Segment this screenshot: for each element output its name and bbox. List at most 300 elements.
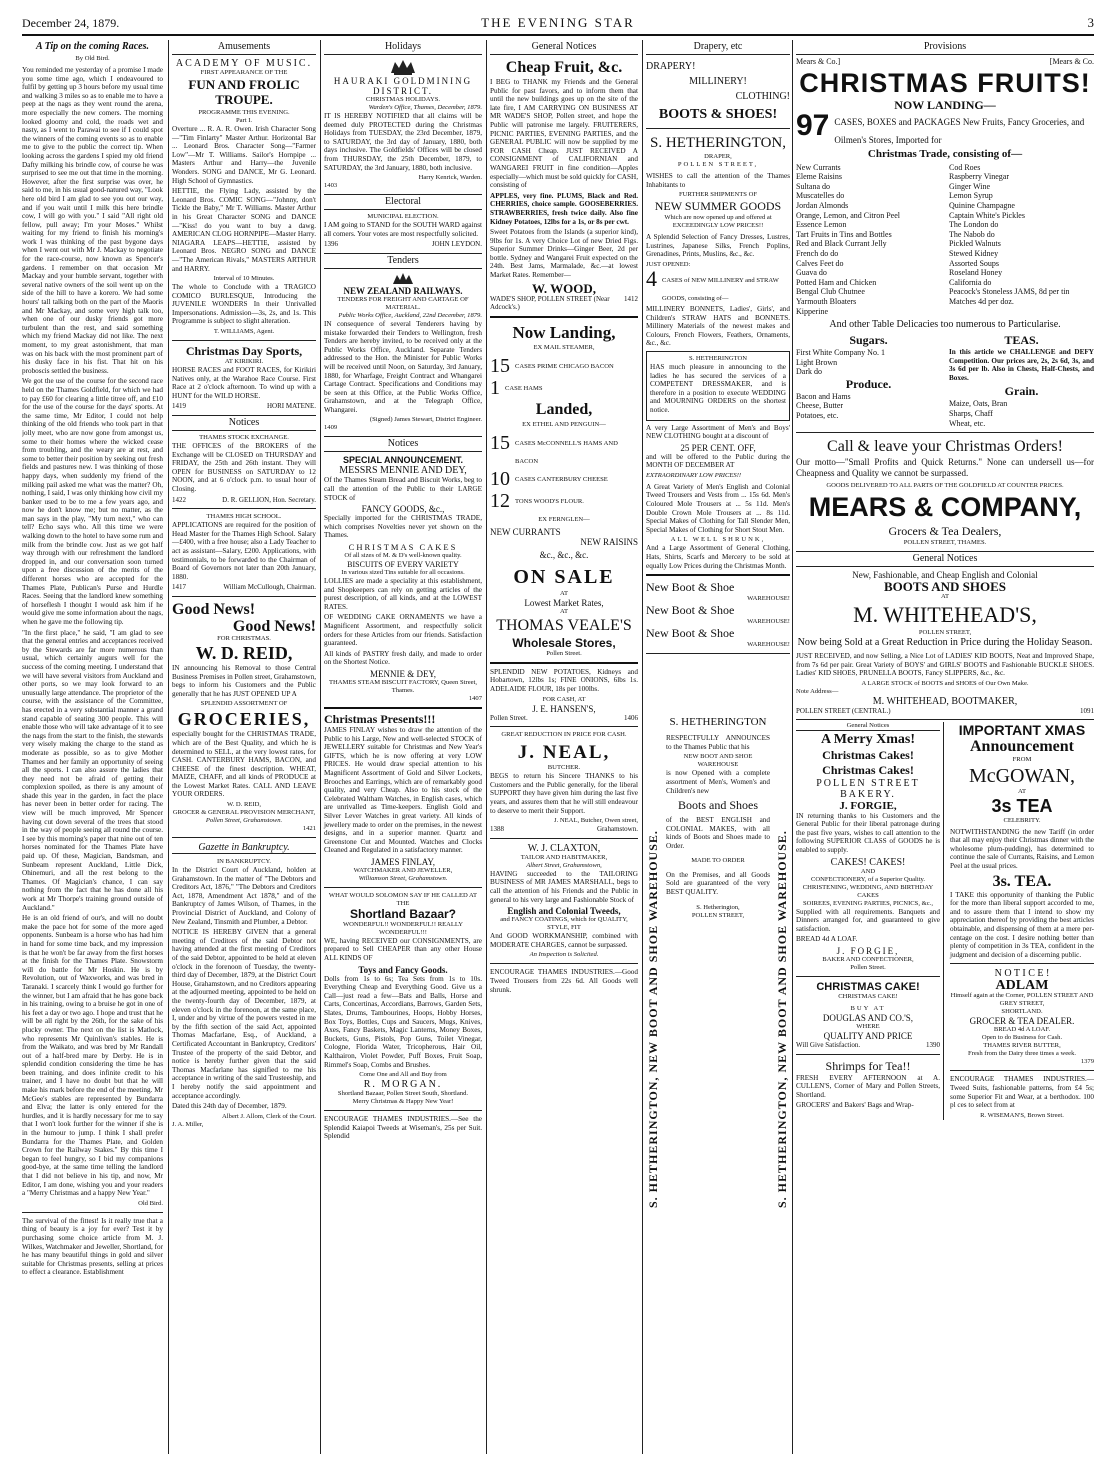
ad-address: Pollen Street. [490,713,528,722]
ad-heading: MILLINERY! [689,76,747,87]
ad-signature: JOHN LEYDON. [431,240,482,249]
ad-title: W. J. CLAXTON, [527,842,601,854]
ad-subheading: Grain. [1004,384,1039,399]
ad-text: Of all sizes of M. & D's well-known quality. [344,552,462,560]
ad-text: ENCOURAGE THAMES INDUSTRIES.—Good Tweed Trousers from 22s 6d. All Goods well shrunk. [490,968,638,994]
section-header: Notices [324,436,482,452]
ad-subheading: CAKES! CAKES! [830,856,906,868]
ad-address: Grahamstown. [596,825,638,834]
ad-address: POLLEN STREET (CENTRAL.) [796,707,891,716]
ad-text: WHERE [856,1022,880,1030]
list-item: Maize, Oats, Bran [949,399,1008,409]
section-header: Notices [172,415,316,431]
ad-signature: W. D. REID, [226,801,261,809]
ad-number: 1419 [172,402,186,411]
ad-title: Shrimps for Tea!! [825,1058,911,1073]
list-item: First White Company No. 1 [796,348,885,358]
ad-title: McGOWAN, [968,764,1076,787]
ad-signature: Harry Kenrick, Warden. [418,174,482,182]
list-item: The London do [949,220,999,230]
ad-text: THAMES RIVER BUTTER, [983,1042,1061,1050]
ad-title: S. HETHERINGTON, [650,135,786,151]
ad-text: Come One and All and Buy from [359,1071,447,1079]
ad-text: AND [860,867,876,875]
ad-subheading: GROCER & TEA DEALER. [969,1016,1075,1027]
list-item: Roseland Honey [949,268,1003,278]
ad-address: Williamson Street, Grahamstown. [358,874,448,882]
ad-text: A very Large Assortment of Men's and Boys' NEW CLOTHING bought at a discount of [646,423,790,441]
ad-text: Now being Sold at a Great Reduction in Price during the Holiday Season. [797,637,1093,649]
crest-icon [324,58,482,76]
section-header: Electoral [324,194,482,210]
ad-text: A LARGE STOCK of BOOTS and SHOES of Our Own Make. [861,680,1029,688]
ad-title: MESSRS MENNIE AND DEY, [339,465,467,477]
ad-number: 1379 [1080,1058,1094,1066]
ad-title: New Boot & Shoe [646,603,735,618]
list-item: Quinine Champagne [949,200,1015,210]
article-paragraph: You reminded me yesterday of a promise I made you some time ago, which I endeavoured to fulfil by getting up 3 hours before my usual time and walking 3 miles so as to enable me to have a peep at the nags as they went round the arena, more especially the new comers. The morning looked gloomy and cold, the roads wet and nasty, as I went to Parawai to see if I could spot the winners of the coming events so as to enable me to give to the public the correct tip. When looking across the gardens I spied my old friend Dafty milking his brindle cow, of course he was surprised to see me out that time in the morning. However, after the first surprise was over, he said to me, in his usual good-natured way, "Look here old bird I am glad to see you out our way, and if you wait until I milk this here brindle cow, I will go with you." I said "All right old fellow, pull away; I'm your Moses." Whilst waiting for my friend to finish his morning's work I was thinking of the past bygone days when I went out with Mr J. Mackay to negotiate for the race-course, now known as Spencer's gardens. I remember on that occasion Mr Mackay and your humble servant, together with several native owners of the soil went up on the side of the hill to have a korero. We had some hours' tall talking both on the part of the Maoris and Mr Mackay, and some very high talk too, when one of our dusky friends got more turbulent than the rest, and said something which my friend Mackay did not like. The next moment, to my great astonishment, that man was on his back with the most prominent part of his dusky face in his fist. That hit on his proboscis settled the business. [22,66,163,375]
ad-heading: POLLEN STREET BAKERY. [816,777,920,800]
ad-subheading: TEAS. [1004,333,1039,348]
ad-heading: DRAPERY! [646,61,696,72]
ad-text: An Inspection is Solicited. [529,951,599,959]
ad-text: HORSE RACES and FOOT RACES, for Kirikiri Natives only, at the Warahoe Race Course. First Race at 2 o'clock afternoon. To wind up with a HUNT for the WILD HORSE. [172,366,316,400]
list-item: Light Brown [796,357,838,367]
page-number: 3 [1087,15,1094,30]
list-item: Essence Lemon [796,220,847,230]
list-item: New Currants [796,162,841,172]
ad-number: 1422 [172,495,186,504]
ad-subheading: Produce. [845,376,892,391]
ad-text: NOTWITHSTANDING the new Tariff (in order that all may enjoy their Christmas dinner with the wholesome plum-pudding), has determined to continue the sale of Currants, Raisins, and Lemon Peel at the usual prices. [950,827,1094,870]
ad-title: A Merry Xmas! [820,731,916,747]
ad-text: AT [559,607,569,615]
ad-subheading: CHRISTMAS HOLIDAYS. [365,96,441,103]
ad-title: Good News! [232,617,316,635]
list-item: 4 CASES of NEW MILLINERY and STRAW GOODS, consisting of— [646,265,779,302]
produce-list [796,392,941,421]
ad-text: WE, having RECEIVED our CONSIGNMENTS, are prepared to Sell CHEAPER than any other House ALL KINDS OF [324,936,482,963]
bakery-column [796,722,944,1120]
ad-text: Fresh from the Dairy three times a week. [967,1050,1077,1058]
ad-subheading: WAREHOUSE! [747,595,790,603]
list-item: Dark do [796,367,822,377]
ad-title: BOOTS & SHOES! [658,107,778,122]
list-item: Captain White's Pickles [949,210,1025,220]
product-sections [796,333,1094,428]
ad-address: Pollen Street, Grahamstown. [205,817,283,825]
ad-text: Dolls from 1s to 6s; Tea Sets from 1s to 10s. Everything Cheap and Everything Good. Give us a Call—just read a few—Bats and Balls, Horse and Carts, Concertinas, Accordians, Barrows, Garden Sets, Slates, Drums, Tambourines, Hoops, Hobby Horses, Box Toys, Bottles, Cups and Saucers, Mugs, Knives, Axes, Fancy Baskets, Magic Lanterns, Money Boxes, Buckets, Guns, Pistols, Pop Guns, Toilet Vinegar, Cologne, Florida Water, Tricopherous, Hair Oil, Kalthairon, Violet Powder, Puff Boxes, Fruit Soap, Rimmel's Soap, Combs and Brushes. [324,974,482,1069]
section-header: Holidays [324,40,482,55]
ad-text: HAVING succeeded to the TAILORING BUSINESS of MR JAMES MARSHALL, begs to call the attention of his Friends and the Public in general to his very large and Fashionable Stock of [490,869,638,904]
ad-signature: (Signed) James Stewart, District Engineer. [369,416,482,424]
ad-subheading: Grocers & Tea Dealers, [888,524,1002,539]
ad-title: MEARS & COMPANY, [808,492,1082,523]
list-item: 1 CASE HAMS [490,376,543,399]
ad-heading: MUNICIPAL ELECTION. [367,213,439,221]
ad-title: CHRISTMAS CAKE! [816,980,920,993]
ad-heading: THAMES HIGH SCHOOL. [206,513,282,521]
ad-text: IN announcing his Removal to those Central Business Premises in Pollen street, Grahamstown, begs to inform his Customers and the Public generally that he has JUST OPENED UP A [172,663,316,698]
ad-number: 1406 [624,713,638,722]
list-item: Cod Roes [949,162,981,172]
ad-title: M. WHITEHEAD'S, [853,602,1037,628]
list-item: Calves Feet do [796,258,844,268]
list-item: Jordan Almonds [796,200,849,210]
ad-title: BOOTS AND SHOES [883,579,1007,595]
ad-text: especially bought for the CHRISTMAS TRADE, which are of the Best Quality, and which he is determined to SELL, at the very lowest rates, for CASH. CANTERBURY HAMS, BACON, and CHEESE of the finest description. WHEAT, MAIZE, CHAFF, and all kinds of PRODUCE at the Lowest Market Rates. CALL AND LEAVE YOUR ORDERS. [172,730,316,799]
grocer-column [950,722,1094,1120]
ad-subheading: TENDERS FOR FREIGHT AND CARTAGE OF MATERIAL. [337,295,469,311]
ad-title: W. D. REID, [195,642,293,663]
ad-text: 97 CASES, BOXES and PACKAGES New Fruits, Fancy Groceries, and Oilmen's Stores, Imported for [796,108,1085,145]
ad-number: 1403 [324,182,338,190]
list-item: Cheese, Butter [796,401,844,411]
ad-text: NEW CURRANTS [490,526,561,537]
ad-title: Christmas Day Sports, [185,344,303,359]
ad-text: IN returning thanks to his Customers and the General Public for their liberal patronage during the past five years, wishes to call attention to the following SUPERIOR CLASS of GOODS he is enabled to supply. [796,811,940,854]
list-item: Red and Black Currant Jelly [796,239,887,249]
list-item: Raspberry Vinegar [949,172,1010,182]
ad-title: Announcement [969,737,1074,755]
paper-title: THE EVENING STAR [481,15,635,30]
ad-text: A Great Variety of Men's English and Colonial Tweed Trousers and Vests from ... 15s 6d. Men's Coloured Mole Trousers at ... 5s 11d. Men's Double Crown Mole Trousers at ... 8s 11d. Special Makes of Clothing for Tall Slender Men, Special Makes of Clothing for Short Stout Men. [646,482,790,534]
ad-signature: Albert J. Allom, Clerk of the Court. [222,1112,316,1120]
list-item: 15 CASES McCONNELL'S HAMS AND BACON [490,431,618,465]
ad-text: Open to do Business for Cash. [981,1034,1063,1042]
section-header: General Notices [796,551,1094,567]
ad-heading: S. HETHERINGTON [688,354,748,362]
ad-text: LOLLIES are made a speciality at this establishment, and Shopkeepers can rely on getting articles of the purest description, of all kinds, and at the LOWEST RATES. [324,577,482,611]
ad-subheading: TAILOR AND HABITMAKER, [520,853,608,861]
ad-text: CONFECTIONERY, of a Superior Quality. [810,875,926,883]
ad-heading: ACADEMY OF MUSIC. [175,58,313,69]
ad-title: ON SALE [513,565,615,588]
ad-address: Albert Street, Grahamstown, [526,861,602,869]
ad-address: POLLEN STREET, THAMES. [903,539,987,547]
ad-number: 1412 [624,294,638,303]
vertical-banner: S. HETHERINGTON, NEW BOOT AND SHOE WAREHOUSE. [775,830,789,1209]
ad-address: Public Works Office, Auckland, 22nd December, 1879. [338,311,482,319]
ad-text: BREAD 4d A LOAF. [796,935,858,944]
ad-subheading: EX MAIL STEAMER, [533,343,595,351]
sugar-list [796,348,941,377]
ad-signature: R. MORGAN. [363,1079,443,1091]
ad-address: Shortland Bazaar, Pollen Street South, Shortland. [337,1090,469,1098]
ad-text: WISHES to call the attention of the Thames Inhabitants to [646,172,790,189]
boot-warehouse-ad [646,658,790,1218]
ad-text: of the BEST ENGLISH and COLONIAL MAKES, with all kinds of Boots and Shoes made to Order. [666,816,770,850]
ad-text: And GOOD WORKMANSHIP, combined with MODERATE CHARGES, cannot be surpassed. [490,932,638,949]
ad-heading: THAMES STOCK EXCHANGE. [199,434,289,442]
list-item: Yarmouth Bloaters [796,296,857,306]
ad-title: Boots and Shoes [677,798,758,813]
ad-subheading: SPLENDID ASSORTMENT OF [200,700,288,708]
ad-address: POLLEN STREET, [691,912,745,920]
ad-title: Good News! [172,600,256,618]
ad-subheading: Interval of 10 Minutes. [213,275,275,283]
list-item: Tart Fruits in Tins and Bottles [796,229,892,239]
crest-icon [324,272,482,286]
ad-number: 1091 [1080,707,1094,716]
ad-text: I AM going to STAND for the SOUTH WARD against all comers. Your votes are most respectfully solicited. [324,221,482,238]
section-header: Amusements [172,40,316,55]
ad-subheading: AT KIRIKIRI. [224,358,264,366]
ad-text: IN consequence of several Tenderers having by mistake forwarded their Tenders to Wellington, fresh Tenders are hereby invited, to be received only at the Public Works Office, Auckland. Separate Tenders addressed to the Hon. the Minister for Public Works will be received until Noon, on Saturday, 3rd January, 1880, for Wharfage, Freight Contract and Whangarei Cartage Contract. Specifications and Conditions may be seen at this Office, at the Public Works Office, Grahamstown, and at the Telegraph Office, Whangarei. [324,319,482,414]
ad-text: &c., &c., &c. [539,549,589,560]
section-header: Tenders [324,253,482,269]
ad-subheading: WAREHOUSE! [747,618,790,626]
list-item: Assorted Soups [949,258,1000,268]
list-item: 10 CASES CANTERBURY CHEESE [490,467,608,490]
ad-subheading: Part I. [235,117,253,124]
ad-text: FRESH EVERY AFTERNOON at A. CULLEN'S, Corner of Mary and Pollen Streets, Shortland. [796,1073,940,1099]
article-title: A Tip on the coming Races. [36,41,149,52]
ad-text: Dated this 24th day of December, 1879. [172,1102,287,1111]
list-item: Muscatelles do [796,191,845,201]
ad-signature: J. E. HANSEN'S, [532,703,596,714]
ad-text: I BEG to THANK my Friends and the General Public for past favors, and to inform them that until the new buildings goes up on the site of the late fire, I AM CARRYING ON BUSINESS AT MR WADE'S SHOP, Pollen street, and hope the Public will patronise me largely. FRUITERERS, PICNIC PARTIES, EVENING PARTIES, and the GENERAL PUBLIC will now be supplied by me FOR CASH Cheap. JUST RECEIVED A CONSIGNMENT of CALIFORNIAN and WANGAREI FRUIT in fine condition—Apples especially—which must be sold quickly for CASH, consisting of [490,78,638,190]
ad-text: Merry Christmas & Happy New Year! [352,1098,454,1106]
ad-title: 3s TEA [991,795,1053,816]
ad-title: NEW SUMMER GOODS [654,199,782,214]
list-item: Sharps, Chaff [949,409,993,419]
ad-text: BREAD 4d A LOAF. [993,1026,1051,1034]
list-item: Bengal Club Chutnee [796,287,865,297]
ad-text: MILLINERY BONNETS, Ladies', Girls', and Children's STRAW HATS and BONNETS. Millinery Materials of the newest makes and Colours, French Flowers, Feathers, Ornaments, &c., &c. [646,304,790,348]
list-item: Guava do [796,268,827,278]
ad-title: ADLAM [995,978,1049,994]
ad-subheading: DRAPER, [704,153,732,160]
ad-text: Which are now opened up and offered at EXCEEDINGLY LOW PRICES!! [664,214,772,230]
ad-signature: J. A. Miller, [172,1120,204,1128]
ad-text: In this article we CHALLENGE and DEFY Competition. Our prices are, 2s, 2s 6d, 3s, and 3s 6d per lb. Also in Chests, Half-Chests, and Boxes. [949,348,1094,382]
ad-subheading: Christmas Trade, consisting of— [867,147,1023,160]
ad-text: and FANCY COATINGS, which for QUALITY, STYLE, FIT [500,916,628,932]
column-2 [168,40,316,1454]
ad-signature: BAKER AND CONFECTIONER, [822,955,914,963]
bottom-ads [796,719,1094,1120]
section-header: General Notices [490,40,638,55]
article-paragraph: "In the first place," he said, "I am glad to see that the general entries and acceptances received by the Stewards are far more numerous than usual, which certainly augurs well for the success of the coming meeting. I understand that we will have several visitors from Auckland and other ports, so we may look forward to an unusually large attendance. The proprietor of the course, with the assistance of the Committee, has erected in a very substantial manner a grand stand capable of seating 300 people. This will enable those who will take advantage of it to see the nags from the start to the finish, the stewards very wisely making the charge to the stand as moderate as possible, so as to give Mother Thames and her family an opportunity of seeing all the sports. I can also assure the ladies that they need not be afraid of getting their complexion spoiled, as there is any amount of shade this year in the garden, in fact the place has never been in better order for racing. The view will be much improved, Mr Spencer having cut down several of the trees that stood in the way of people seeing all round the course. I see by this morning's paper that nine out of ten horses nominated for the Thames Plate have paid up. Of these, Magician, Bandsman, and Sunbeam represent Auckland, Little Dick, Ohinemuri, and all the rest belong to the Thames. Of Magician's chance, I can say nothing from the fact that he has done all his work at Mr Thorpe's training ground outside of Auckland." [22,628,163,912]
product-list-right [949,163,1094,317]
column-6 [792,40,1094,1454]
ad-signature: JAMES FINLAY, [370,856,436,867]
ad-text: NOTICE IS HEREBY GIVEN that a general meeting of Creditors of the said Debtor not having attended at the first meeting of Creditors of the said Debtor, appointed to be held at eleven o'clock in the forenoon of Tuesday, the twenty-third day of December, 1879, at the District Court House, Grahamstown, and no Creditors appearing at the adjourned meeting, appointed to be held on the twenty-fourth day of December, 1879, at eleven o'clock in the forenoon, at the same place, I, under and by virtue of the powers vested in me by the fifth section of the said Act, appointed Thomas Macfarlane, Esq., of Auckland, a Certificated Accountant in Bankruptcy, Creditors' Trustee of the property of the said Debtor, and notice is hereby further given that the said Thomas Macfarlane has signified to me his acceptance in writing of the said Trusteeship, and I hereby notify the said appointment and acceptance accordingly. [172,928,316,1100]
ad-signature: S. Hetherington, [696,904,740,912]
ad-number: 1390 [926,1040,940,1049]
ad-text: CHRISTENING, WEDDING, AND BIRTHDAY CAKES [802,883,934,899]
list-item: Potted Ham and Chicken [796,277,877,287]
ad-subheading: CHRISTMAS CAKES [348,542,458,553]
ad-text: NEW RAISINS [580,536,638,547]
ad-title: Cheap Fruit, &c. [505,59,623,76]
ad-address: R. WISEMAN'S, Brown Street. [980,1111,1064,1119]
ad-subheading: Wholesale Stores, [512,635,616,650]
ad-text: Sweet Potatoes from the Islands (a superior kind), 9lbs for 1s. A very Choice Lot of new Dried Figs. Superior Summer Drinks—Ginger Beer, 2d per bottle. Sydney and Wangarei Fruit expected on the 24th. Best Jams, Marmalade, &c.—at lowest Market Rates. Remember— [490,228,638,280]
ad-subheading: Sugars. [849,333,888,348]
ad-subheading: English and Colonial Tweeds, [507,906,621,917]
ad-text: ENCOURAGE THAMES INDUSTRIES.—Tweed Suits, fashionable patterns, from £4 5s; some Superior Fit and Wear, at a berthodox. 100 pl ces to select from at [950,1075,1094,1110]
ad-address: Pollen Street. [546,649,582,657]
section-header: Drapery, etc [646,40,790,55]
ad-text: AT [940,593,950,601]
ad-title: Christmas Cakes! [822,762,914,777]
ad-address: WADE'S SHOP, POLLEN STREET (Near Adcock's.) [490,294,610,312]
ad-subheading: EX FERNGLEN— [538,515,590,523]
ad-text: BEGS to return his Sincere THANKS to his Customers and the Public generally, for the liberal SUPPORT they have given him during the last five years, and assures them that he will still endeavour to deserve to merit their Support. [490,772,638,815]
list-item: Matches 4d per doz. [949,296,1014,306]
ad-title: J. FORGIE, [839,799,897,812]
ad-text: APPLES, very fine. PLUMS, Black and Red. CHERRIES, choice sample. GOOSEBERRIES. STRAWBERRIES, fresh twice daily. Also fine Kidney Potatoes, 12lbs for a 1s, or 8s per cwt. [490,191,638,226]
ad-title: Christmas Cakes! [822,747,914,762]
ad-title: FUN AND FROLIC TROUPE. [188,77,300,107]
ad-signature: HORI MATENE. [267,402,316,411]
list-item: Eleme Raisins [796,172,842,182]
ad-text: SPLENDID NEW POTATOES, Kidneys and Hobartown, 12lbs 1s; FINE ONIONS, 6lbs 1s. ADELAIDE FLOUR, 18s per 100lbs. [490,667,638,694]
ad-title: J. NEAL, [517,742,611,764]
ad-heading: N O T I C E ! [994,968,1050,980]
ad-subheading: WAREHOUSE! [747,641,790,649]
ad-text: APPLICATIONS are required for the position of Head Master for the Thames High School. Salary—£400, with a free house; also a Lady Teacher to act as assistant—Salary, £200. Applications, with testimonials, to be forwarded to the Chairman of Board of Governors not later than 20th January, 1880. [172,521,316,581]
ad-text: THE OFFICES of the BROKERS of the Exchange will be CLOSED on THURSDAY and FRIDAY, the 25th and 26th instant. They will OPEN for BUSINESS on SATURDAY to 12 NOON, and at 6 o'clock p.m. to usual hour of Closing. [172,442,316,493]
ad-text: The whole to Conclude with a TRAGICO COMICO BURLESQUE, Introducing the JUVENILE WONDERS In their Unrivalled Impersonations. Admission—3s, 2s, and 1s. This Programme is subject to slight alteration. [172,283,316,326]
ad-number: 1417 [172,583,186,592]
ad-title: GROCERIES, [177,709,311,730]
ad-text: and will be offered to the Public during the MONTH OF DECEMBER AT [646,452,790,470]
ad-text: All kinds of PASTRY fresh daily, and made to order on the Shortest Notice. [324,649,482,667]
ad-text: And a Large Assortment of General Clothing, Hats, Shirts, Scarfs and Mercery to be sold at equally Low Prices during the Christmas Month. [646,544,790,570]
ad-heading: NEW ZEALAND RAILWAYS. [343,285,463,296]
ad-text: [Mears & Co. [1049,57,1094,66]
ad-number: 1388 [490,825,504,834]
issue-date: December 24, 1879. [22,16,120,30]
ad-signature: J. NEAL, Butcher, Owen street, [554,817,638,825]
ad-title: Shortland Bazaar? [349,906,457,921]
ad-text: Himself again at the Corner, POLLEN STREET AND GREY STREET, [950,992,1094,1008]
ad-signature: W. WOOD, [532,280,596,296]
ad-subheading: NOW LANDING— [894,97,996,112]
ad-title: THOMAS VEALE'S [496,616,632,634]
list-item: Orange, Lemon, and Citron Peel [796,210,900,220]
ad-address: POLLEN STREET, [918,629,972,637]
list-item: 12 TONS WOOD'S FLOUR. [490,489,584,512]
ad-subheading: FURTHER SHIPMENTS OF [678,191,757,199]
ad-text: ENCOURAGE THAMES INDUSTRIES.—See the Splendid Kaiapoi Tweeds at Wiseman's, 25s per Suit. Splendid [324,1115,482,1141]
ad-text: Our motto—"Small Profits and Quick Returns." None can undersell us—for Cheapness and Quality we cannot be surpassed. [796,457,1094,479]
notice-box [646,351,790,421]
ad-signature: MENNIE & DEY, [369,668,437,679]
list-item: Stewed Kidney [949,248,999,258]
ad-heading: HAURAKI GOLDMINING DISTRICT. [333,76,473,96]
ad-text: Specially imported for the CHRISTMAS TRADE, which comprises Novelties never yet shown on the Thames. [324,514,482,540]
ad-text: HAS much pleasure in announcing to the ladies he has secured the services of a COMPETENT DRESSMAKER, and is therefore in a position to execute WEDDING and MOURNING ORDERS on the shortest notice. [650,362,786,414]
ad-text: And other Table Delicacies too numerous to Particularise. [829,319,1061,331]
ad-title: CHRISTMAS FRUITS! [799,67,1091,98]
ad-text: JAMES FINLAY wishes to draw the attention of the Public to his Large, New and well-selected STOCK of JEWELLERY suitable for Christmas and New Year's GIFTS, which he is now offering at very LOW PRICES. He would draw special attention to his Magnificent Assortment of Gold and Silver Lockets, Brooches and Earrings, which are of remarkably good quality, and very Cheap. Also to his stock of the Celebrated Waltham Watches, in English cases, which are unrivalled as Time-keepers. English Gold and Silver Lever Watches in great variety. All kinds of jewellery made to order on the premises, in the newest designs, and in a superior manner. Quartz and Greenstone Cut and Mounted. Watches and Clocks Cleaned and Regulated in a satisfactory manner. [324,725,482,855]
ad-subheading: CELEBRITY. [1003,816,1041,824]
ad-heading: CLOTHING! [735,91,790,102]
ad-subheading: Toys and Fancy Goods. [358,964,448,975]
article-byline: By Old Bird. [75,55,110,62]
list-item: Potatoes, etc. [796,411,839,421]
article-paragraph: We got the use of the course for the second race held on the Thames Goldfield, for which we had to pay £60 for clearing a little titree off, and £10 for the use of the course for the days' sports. At the same time, Mr Editor, I could not help thinking of the old friends who took part in that jolly meet, who are now gone from amongst us, some to their homes where the wicked cease from troubling, and the weary are at rest, and some to better their position by seeking out fresh fields and pastures new. I was thinking of those happy days, when suddenly my friend of the milking pail asked me what was the matter? Oh, nothing, I said, I was only thinking how civil my banker used to be to me a few years ago, and now he don't know me; but no matter, as the man says in the play, "My turn next," who can tell? Echo says who. All this time we were walking down to the hotel to have some rum and milk from the brindle cow. Just as we got half way through with our refreshment the landlord dropped in, and our conversation soon turned upon a free discussion of the merits of the different horses who are accepted for the Thames Plate, Publican's Purse and Hurdle Races. Seeing that the landlord knew something of horseflesh I thought I would ask him if he would give me some information about the nags, when he gave me the following tip. [22,377,163,626]
vertical-banner: S. HETHERINGTON, NEW BOOT AND SHOE WAREHOUSE. [646,830,660,1209]
ad-subheading: BISCUITS OF EVERY VARIETY [347,560,459,570]
ad-heading: SPECIAL ANNOUNCEMENT. [342,455,463,466]
ad-subheading: QUALITY AND PRICE [823,1030,913,1041]
ad-heading: New, Fashionable, and Cheap English and Colonial [852,570,1038,581]
ad-text: OF WEDDING CAKE ORNAMENTS we have a Magnificent Assortment, and respectfully solicit orders for these Articles from our friends. Satisfaction guaranteed. [324,613,482,648]
ad-text: BUY AT [850,1004,886,1012]
list-item: Lemon Syrup [949,191,993,201]
ad-subheading: FOR CHRISTMAS. [217,634,271,642]
ad-text: Note Address— [796,688,839,696]
list-item: Wheat, etc. [949,418,986,428]
ad-heading: WHAT WOULD SOLOMON SAY IF HE CALLED AT THE [328,891,478,907]
article-paragraph: He is an old friend of our's, and will no doubt make the pace hot for some of the more aged opponents. Sunbeam is a horse who has had him in hand for some time back, and my impression is that he won't be far away from the first horses at the finish for the Thames Plate. Snowstorm will do battle for Mr Hoskin. He is by Revolution, out of Waxworks, and was bred in Taranaki. I scarcely think I would go further for the winner, but I am afraid that he has gone back in his training, owing to a bruise he got in one of his feet a day or two ago. I hope and trust that he will be all right by the 26th, for the sake of his plucky owner. The next on the list is Matlock, who represents Mr Quinlivan's stables. He is from the Waikato, and was bred by Mr Randall out of a half-bred mare by Derby. He is in splendid condition considering the time he has been training, and does infinite credit to his trainer, and I have no doubt but that he will make his mark before the end of the meeting. Mr McGee's stables are represented by Bundarra and Elva; the latter is only entered for the hurdles, and it is hardly necessary for me to say that I won't look further for the winner if she is in the humour to jump. I think I shall prefer Bundarra for the Thames Plate, and Golden Crown for the Railway Stakes." By this time I began to feel hungry, so I bid my companions good-bye, at the same time telling the landlord that I did not believe in his tip, and now, Mr Editor, I am done, wishing you and your readers a "Merry Christmas and a happy New Year." [22,914,163,1198]
column-1 [22,40,163,1454]
list-item: Bacon and Hams [796,391,851,401]
ad-text: Of the Thames Steam Bread and Biscuit Works, beg to call the attention of the Public to their LARGE STOCK of [324,476,482,502]
ad-signature: William McCullough, Chairman. [223,583,316,592]
ad-text: RESPECTFULLY ANNOUNCES to the Thames Public that his [666,734,770,751]
ad-text: FROM [1012,755,1032,763]
ad-subheading: EXTRAORDINARY LOW PRICES!! [646,471,742,479]
ad-text: In various sized Tins suitable for all occasions. [341,569,465,577]
ad-address: Warden's Office, Thames, December, 1879. [368,104,482,111]
ad-text: Supplied with all requirements. Banquets and Dinners arranged for, and guaranteed to give satisfaction. [796,907,940,933]
list-item: Ginger Wine [949,181,991,191]
article-signature: Old Bird. [138,1199,163,1207]
ad-address: POLLEN STREET, [677,161,759,168]
list-item: Kipperine [796,306,828,316]
ad-subheading: PROGRAMME THIS EVENING. [198,109,290,116]
ad-title: New Boot & Shoe [646,626,735,641]
ad-text: In the District Court of Auckland, holden at Grahamstown. In the matter of "The Debtors and Creditors Act, 1876," "The Debtors and Creditors Act, 1878, Amendment Act 1878," and of the Bankruptcy of James Wilson, of Thames, in the Provincial District of Auckland, and Colony of New Zealand, Tinsmith and Plumber, a Debtor. [172,866,316,926]
ad-text: AT [1017,787,1027,795]
ad-title: Christmas Presents!!! [324,711,436,726]
list-item: Pickled Walnuts [949,239,1001,249]
ad-text: GOODS DELIVERED TO ALL PARTS OF THE GOLDFIELD AT COUNTER PRICES. [826,482,1064,490]
ad-text: AT [559,589,569,597]
list-item: California do [949,277,992,287]
ad-text: JUST RECEIVED, and now Selling, a Nice Lot of LADIES' KID BOOTS, Neat and Improved Shape, from 7s 6d per pair. Great Variety of BOYS' and GIRLS' BOOTS and Fashionable BUCKLE SHOES. Ladies' KID SHOES, PRUNELLA BOOTS, Fancy SLIPPERS, &c., &c. [796,652,1094,678]
ad-number: 1407 [468,694,482,702]
ad-address: SHORTLAND. [1001,1008,1043,1016]
column-5 [642,40,790,1454]
ad-subheading: FANCY GOODS, &c., [361,504,445,515]
product-list [796,163,1094,317]
product-list-left [796,163,941,317]
list-item: French do do [796,248,839,258]
section-header: Provisions [796,40,1094,55]
ad-address: Pollen Street. [850,963,886,971]
ad-title: Now Landing, [512,322,616,342]
section-header: Gazette in Bankruptcy. [172,842,316,854]
column-3 [320,40,482,1454]
ad-text: HETTIE, the Flying Lady, assisted by the Leonard Bros. COMIC SONG—"Johnny, don't Tickle the Baby," Mr T. Williams. Master Arthur in his Great Character SONG and DANCE—"Kiss! do you want to buy a dawg. AMERICAN CLOG HORNPIPE—Master Harry. NIAGARA LEAPS—HETTIE, assisted by Leonard Bros. NEGRO SONG and DANCE—"The American Rivals," MASTERS ARTHUR and HARRY. [172,187,316,273]
ad-number: 1409 [324,424,338,432]
ad-text: I TAKE this opportunity of thanking the Public for the more than liberal support accorded to me, and to assure them that I intend to show my appreciation thereof by providing the best articles obtainable, and dispensing of them at a mere per-centage on the cost. I desire nothing better than plenty of competition in 3s TEA, confident in the judgment and decision of a discerning public. [950,890,1094,959]
ad-title: Landed, [535,400,593,418]
ad-title: New Boot & Shoe [646,580,735,595]
ad-subheading: FIRST APPEARANCE OF THE [200,69,288,76]
ad-address: THAMES STEAM BISCUIT FACTORY, Queen Street, Thames. [328,678,478,694]
list-item: The Nabob do [949,229,995,239]
ad-signature: GROCER & GENERAL PROVISION MERCHANT, [172,809,316,817]
ad-signature: WATCHMAKER AND JEWELLER, [353,866,453,874]
